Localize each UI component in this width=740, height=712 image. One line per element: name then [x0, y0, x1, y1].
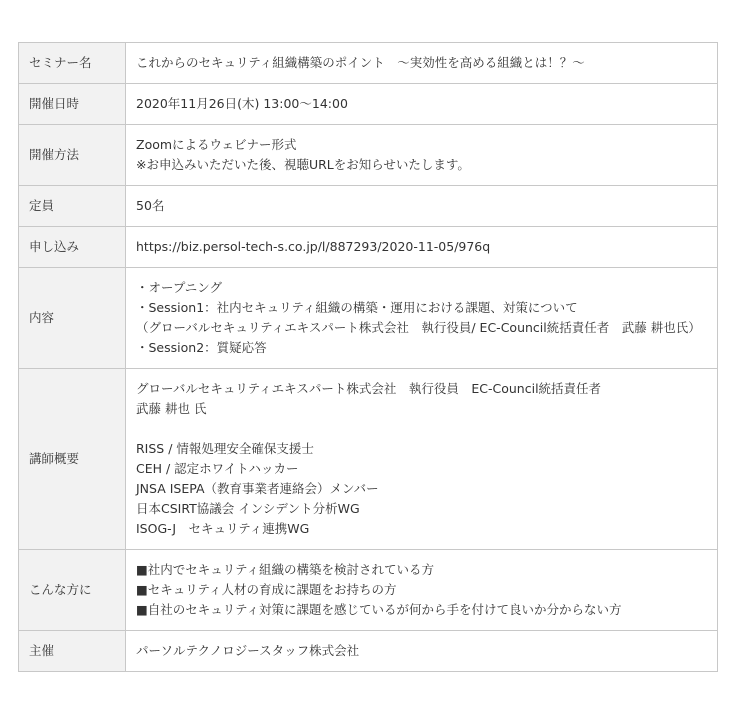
row-label: 講師概要: [19, 369, 126, 550]
content-line: ・Session2：質疑応答: [136, 340, 267, 355]
row-seminar-name: [19, 43, 718, 84]
row-method: [19, 125, 718, 186]
row-target-audience: [19, 550, 718, 631]
speaker-line: RISS / 情報処理安全確保支援士: [136, 441, 314, 456]
content-line: ・オープニング: [136, 280, 223, 295]
row-value: [126, 43, 718, 84]
row-content: [19, 268, 718, 369]
row-label: 内容: [19, 268, 126, 369]
speaker-line: CEH / 認定ホワイトハッカー: [136, 461, 299, 476]
row-label: セミナー名: [19, 43, 126, 84]
row-label: 申し込み: [19, 227, 126, 268]
row-label: こんな方に: [19, 550, 126, 631]
audience-line: ■社内でセキュリティ組織の構築を検討されている方: [136, 562, 435, 577]
audience-line: ■セキュリティ人材の育成に課題をお持ちの方: [136, 582, 397, 597]
organizer-value: パーソルテクノロジースタッフ株式会社: [136, 643, 360, 658]
row-label: 定員: [19, 186, 126, 227]
speaker-line: ISOG-J セキュリティ連携WG: [136, 521, 310, 536]
row-value: [126, 186, 718, 227]
row-value: [126, 84, 718, 125]
row-label: 開催日時: [19, 84, 126, 125]
application-link[interactable]: https://biz.persol-tech-s.co.jp/l/887293/2020-11-05/976q: [136, 239, 491, 254]
speaker-line: [136, 419, 707, 439]
row-label: 主催: [19, 631, 126, 672]
speaker-line: グローバルセキュリティエキスパート株式会社 執行役員 EC-Council統括責任者: [136, 381, 602, 396]
method-line: Zoomによるウェビナー形式: [136, 137, 297, 152]
speaker-line: JNSA ISEPA（教育事業者連絡会）メンバー: [136, 481, 379, 496]
row-value: [126, 369, 718, 550]
content-line: （グローバルセキュリティエキスパート株式会社 執行役員/ EC-Council統括責任者 武藤 耕也氏）: [136, 320, 701, 335]
speaker-line: 武藤 耕也 氏: [136, 401, 207, 416]
seminar-info-table: [18, 42, 718, 672]
row-value: [126, 227, 718, 268]
audience-line: ■自社のセキュリティ対策に課題を感じているが何から手を付けて良いか分からない方: [136, 602, 622, 617]
row-application: [19, 227, 718, 268]
content-line: ・Session1：社内セキュリティ組織の構築・運用における課題、対策について: [136, 300, 578, 315]
row-organizer: [19, 631, 718, 672]
row-value: [126, 268, 718, 369]
row-date: [19, 84, 718, 125]
row-speaker: [19, 369, 718, 550]
speaker-line: 日本CSIRT協議会 インシデント分析WG: [136, 501, 360, 516]
row-label: 開催方法: [19, 125, 126, 186]
capacity-value: 50名: [136, 198, 165, 213]
row-value: [126, 125, 718, 186]
row-capacity: [19, 186, 718, 227]
seminar-title: これからのセキュリティ組織構築のポイント ～実効性を高める組織とは！？～: [136, 55, 585, 70]
row-value: [126, 550, 718, 631]
seminar-date: 2020年11月26日(木) 13:00～14:00: [136, 96, 348, 111]
method-note: ※お申込みいただいた後、視聴URLをお知らせいたします。: [136, 157, 470, 172]
row-value: [126, 631, 718, 672]
